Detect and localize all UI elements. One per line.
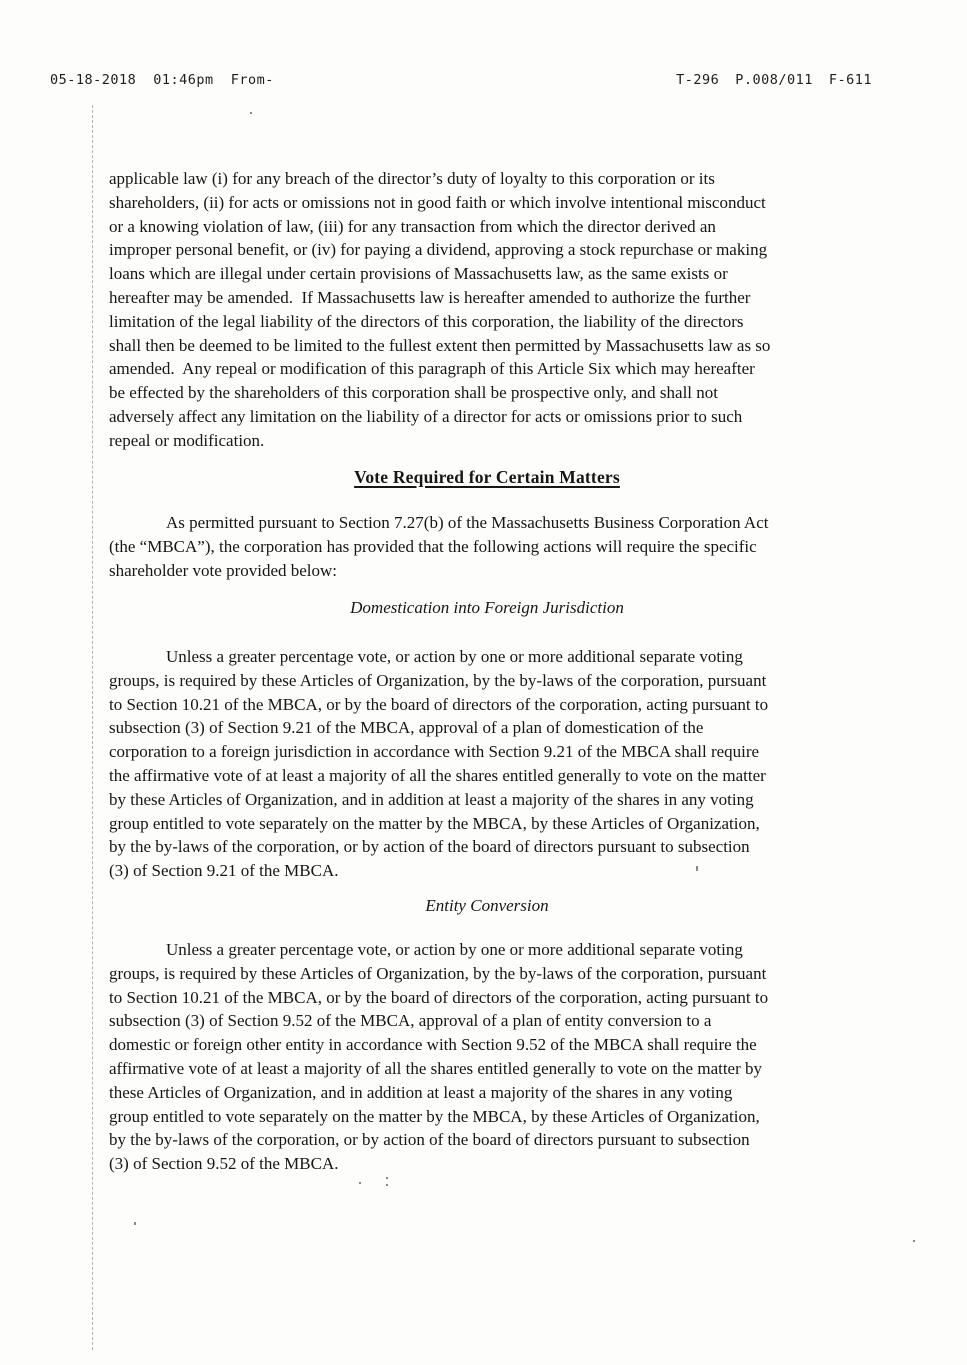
text-line: subsection (3) of Section 9.21 of the MBCA, approval of a plan of domestication of the — [109, 718, 704, 738]
text-line: subsection (3) of Section 9.52 of the MBCA, approval of a plan of entity conversion to a — [109, 1011, 712, 1031]
subheading-entity-conversion: Entity Conversion — [425, 896, 549, 915]
fax-time: 01:46pm — [153, 72, 214, 88]
text-line: applicable law (i) for any breach of the director’s duty of loyalty to this corporation or its — [109, 169, 715, 188]
scan-speck — [386, 1184, 388, 1186]
text-line: Unless a greater percentage vote, or action by one or more additional separate voting — [166, 647, 743, 666]
fax-page-number: P.008/011 — [735, 72, 813, 88]
text-line: groups, is required by these Articles of Organization, by the by-laws of the corporation, pursuant — [109, 963, 767, 983]
scan-edge-line — [92, 105, 93, 1350]
text-line: shall then be deemed to be limited to the fullest extent then permitted by Massachusetts law as so — [109, 335, 771, 355]
fax-header — [50, 72, 872, 88]
fax-from: From- — [230, 72, 274, 88]
text-line: by the by-laws of the corporation, or by action of the board of directors pursuant to subsection — [109, 1130, 750, 1150]
text-line: the affirmative vote of at least a majority of all the shares entitled generally to vote on the matter — [109, 765, 766, 785]
scan-speck — [696, 866, 698, 871]
fax-date: 05-18-2018 — [50, 72, 137, 88]
text-line: by the by-laws of the corporation, or by action of the board of directors pursuant to subsection — [109, 837, 750, 857]
text-line: be effected by the shareholders of this corporation shall be prospective only, and shall not — [109, 383, 718, 403]
text-line: adversely affect any limitation on the liability of a director for acts or omissions prior to such — [109, 406, 743, 426]
text-line: loans which are illegal under certain provisions of Massachusetts law, as the same exists or — [109, 264, 728, 284]
text-line: these Articles of Organization, and in addition at least a majority of the shares in any voting — [109, 1082, 733, 1102]
text-line: hereafter may be amended. If Massachusetts law is hereafter amended to authorize the further — [109, 287, 751, 307]
fax-id: F-611 — [828, 72, 872, 88]
text-line: to Section 10.21 of the MBCA, or by the board of directors of the corporation, acting pursuant to — [109, 987, 769, 1007]
scan-speck — [386, 1177, 388, 1179]
paragraph-domestication — [109, 645, 865, 883]
text-line: As permitted pursuant to Section 7.27(b) of the Massachusetts Business Corporation Act — [166, 513, 769, 532]
text-line: improper personal benefit, or (iv) for paying a dividend, approving a stock repurchase or making — [109, 240, 768, 260]
scan-speck — [359, 1182, 361, 1184]
paragraph-mbca-intro — [109, 511, 865, 582]
text-line: or a knowing violation of law, (iii) for any transaction from which the director derived an — [109, 216, 716, 236]
paragraph-liability-limitation — [109, 167, 865, 453]
text-line: by these Articles of Organization, and in addition at least a majority of the shares in any voting — [109, 789, 754, 809]
text-line: limitation of the legal liability of the directors of this corporation, the liability of the directors — [109, 311, 744, 331]
text-line: repeal or modification. — [109, 430, 265, 450]
section-heading-vote-required: Vote Required for Certain Matters — [354, 467, 620, 487]
scan-speck — [250, 112, 252, 114]
fax-transmission-number: T-296 — [676, 72, 720, 88]
text-line: affirmative vote of at least a majority of all the shares entitled generally to vote on the matter by — [109, 1058, 763, 1078]
text-line: Unless a greater percentage vote, or action by one or more additional separate voting — [166, 940, 743, 959]
text-line: groups, is required by these Articles of Organization, by the by-laws of the corporation, pursuant — [109, 670, 767, 690]
text-line: corporation to a foreign jurisdiction in accordance with Section 9.21 of the MBCA shall require — [109, 742, 760, 762]
scan-speck — [913, 1240, 915, 1242]
scan-speck — [134, 1222, 136, 1225]
text-line: (3) of Section 9.21 of the MBCA. — [109, 861, 339, 881]
text-line: (the “MBCA”), the corporation has provided that the following actions will require the specific — [109, 536, 757, 556]
fax-header-right — [660, 72, 872, 88]
text-line: shareholder vote provided below: — [109, 560, 338, 580]
subheading-domestication: Domestication into Foreign Jurisdiction — [350, 598, 624, 617]
fax-header-left — [50, 72, 274, 88]
text-line: amended. Any repeal or modification of this paragraph of this Article Six which may hereafter — [109, 359, 755, 379]
text-line: group entitled to vote separately on the matter by the MBCA, by these Articles of Organization, — [109, 813, 760, 833]
text-line: to Section 10.21 of the MBCA, or by the board of directors of the corporation, acting pursuant to — [109, 694, 769, 714]
text-line: (3) of Section 9.52 of the MBCA. — [109, 1154, 339, 1174]
text-line: shareholders, (ii) for acts or omissions not in good faith or which involve intentional misconduct — [109, 192, 766, 212]
paragraph-entity-conversion — [109, 938, 865, 1176]
text-line: domestic or foreign other entity in accordance with Section 9.52 of the MBCA shall require the — [109, 1035, 757, 1055]
text-line: group entitled to vote separately on the matter by the MBCA, by these Articles of Organization, — [109, 1106, 760, 1126]
